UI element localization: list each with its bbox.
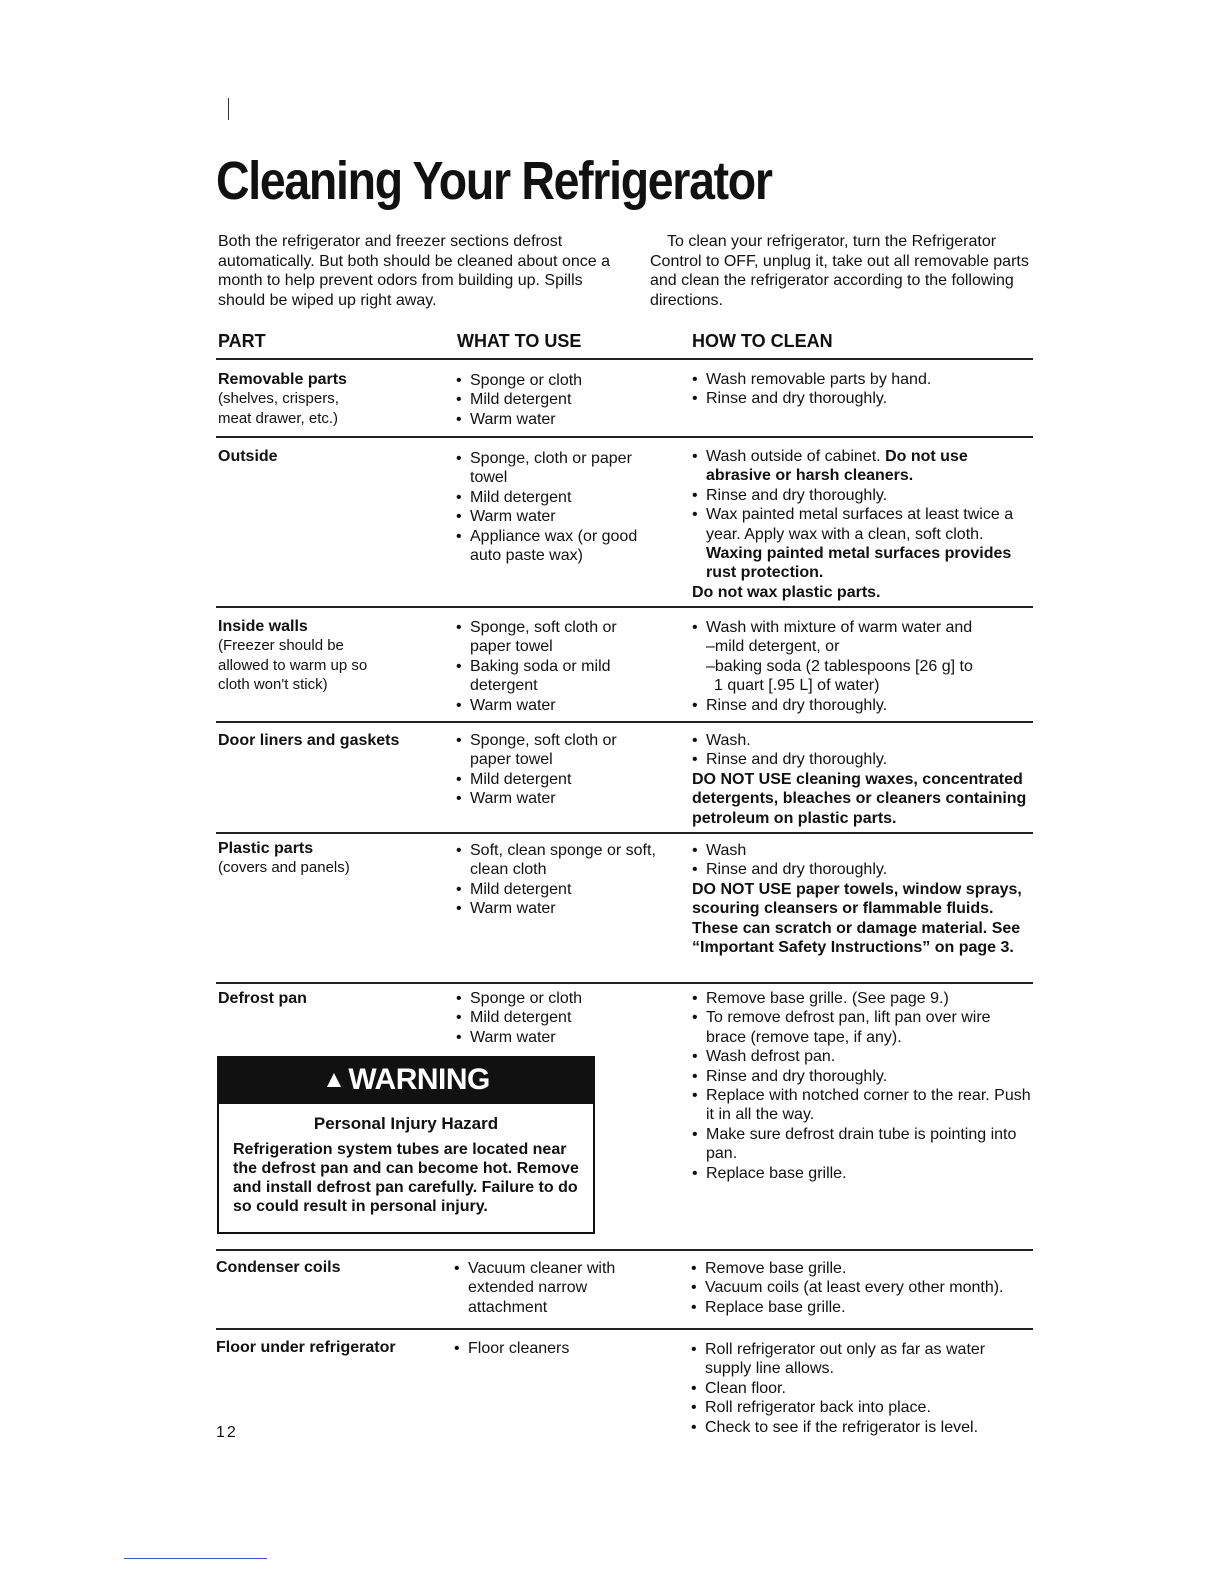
- warning-text: Refrigeration system tubes are located near the defrost pan and can become hot. Remove and install defrost pan carefully. Failure to do so could result in personal injury.: [233, 1141, 579, 1215]
- intro-left: Both the refrigerator and freezer sections defrost automatically. But both should be cleaned about once a month to help prevent odors from building up. Spills should be wiped up right away.: [218, 233, 610, 309]
- warning-triangle-icon: ▲: [322, 1066, 346, 1093]
- page-number: 12: [216, 1424, 238, 1441]
- part-inside-walls: Inside walls (Freezer should be allowed to warm up so cloth won't stick): [218, 618, 368, 694]
- header-what-to-use: WHAT TO USE: [457, 331, 582, 351]
- how-plastic-parts: • Wash • Rinse and dry thoroughly. DO NOT USE paper towels, window sprays, scouring cleansers or flammable fluids. These can scratch or damage material. See “Important Safety Instructions” on page 3.: [692, 841, 1032, 957]
- how-outside: • Wash outside of cabinet. Do not use abrasive or harsh cleaners. • Rinse and dry thoroughly. • Wax painted metal surfaces at least twice a year. Apply wax with a clean, soft cloth. Waxing painted metal surfaces provides rust protection. Do not wax plastic parts.: [692, 447, 1032, 602]
- header-how-to-clean: HOW TO CLEAN: [692, 331, 833, 351]
- what-condenser-coils: • Vacuum cleaner with extended narrow attachment: [454, 1259, 644, 1317]
- how-floor: • Roll refrigerator out only as far as water supply line allows. • Clean floor. • Roll refrigerator back into place. • Check to see if the refrigerator is level.: [691, 1340, 1033, 1437]
- intro-right: To clean your refrigerator, turn the Refrigerator Control to OFF, unplug it, take out all removable parts and clean the refrigerator according to the following directions.: [650, 233, 1029, 309]
- what-inside-walls: • Sponge, soft cloth or paper towel • Baking soda or mild detergent • Warm water: [456, 618, 656, 715]
- warning-subheading: Personal Injury Hazard: [313, 1114, 499, 1133]
- what-defrost-pan: • Sponge or cloth • Mild detergent • Warm water: [456, 989, 656, 1047]
- part-defrost-pan: Defrost pan: [218, 990, 307, 1007]
- row-divider: [216, 1328, 1033, 1330]
- row-divider: [216, 606, 1033, 608]
- part-floor-under-refrigerator: Floor under refrigerator: [216, 1339, 396, 1356]
- page-title: Cleaning Your Refrigerator: [216, 151, 772, 211]
- what-outside: • Sponge, cloth or paper towel • Mild detergent • Warm water • Appliance wax (or good auto paste wax): [456, 449, 656, 565]
- what-removable-parts: • Sponge or cloth • Mild detergent • Warm water: [456, 371, 656, 429]
- footer-line: [124, 1558, 267, 1559]
- how-defrost-pan: • Remove base grille. (See page 9.) • To remove defrost pan, lift pan over wire brace (remove tape, if any). • Wash defrost pan. • Rinse and dry thoroughly. • Replace with notched corner to the rear. Push it in all the way. • Make sure defrost drain tube is pointing into pan. • Replace base grille.: [692, 989, 1032, 1183]
- header-part: PART: [218, 331, 266, 351]
- how-removable-parts: • Wash removable parts by hand. • Rinse and dry thoroughly.: [692, 370, 1032, 409]
- what-plastic-parts: • Soft, clean sponge or soft, clean cloth • Mild detergent • Warm water: [456, 841, 656, 919]
- warning-banner: ▲ WARNING: [219, 1056, 593, 1104]
- part-condenser-coils: Condenser coils: [216, 1259, 341, 1276]
- what-door-liners: • Sponge, soft cloth or paper towel • Mild detergent • Warm water: [456, 731, 656, 809]
- part-outside: Outside: [218, 448, 278, 465]
- warning-box: [217, 1056, 595, 1234]
- row-divider: [216, 1249, 1033, 1251]
- row-divider: [216, 982, 1033, 984]
- row-divider: [216, 832, 1033, 834]
- part-removable-parts: Removable parts (shelves, crispers, meat drawer, etc.): [218, 371, 347, 427]
- margin-mark: [228, 98, 229, 120]
- how-condenser-coils: • Remove base grille. • Vacuum coils (at least every other month). • Replace base grille.: [691, 1259, 1033, 1317]
- row-divider: [216, 721, 1033, 723]
- what-floor: • Floor cleaners: [454, 1339, 644, 1358]
- row-divider: [216, 436, 1033, 438]
- how-inside-walls: • Wash with mixture of warm water and –mild detergent, or –baking soda (2 tablespoons [26 g] to 1 quart [.95 L] of water) • Rinse and dry thoroughly.: [692, 618, 1032, 715]
- how-door-liners: • Wash. • Rinse and dry thoroughly. DO NOT USE cleaning waxes, concentrated detergents, bleaches or cleaners containing petroleum on plastic parts.: [692, 731, 1032, 828]
- header-rule: [216, 358, 1033, 360]
- part-plastic-parts: Plastic parts (covers and panels): [218, 840, 350, 877]
- part-door-liners: Door liners and gaskets: [218, 732, 400, 749]
